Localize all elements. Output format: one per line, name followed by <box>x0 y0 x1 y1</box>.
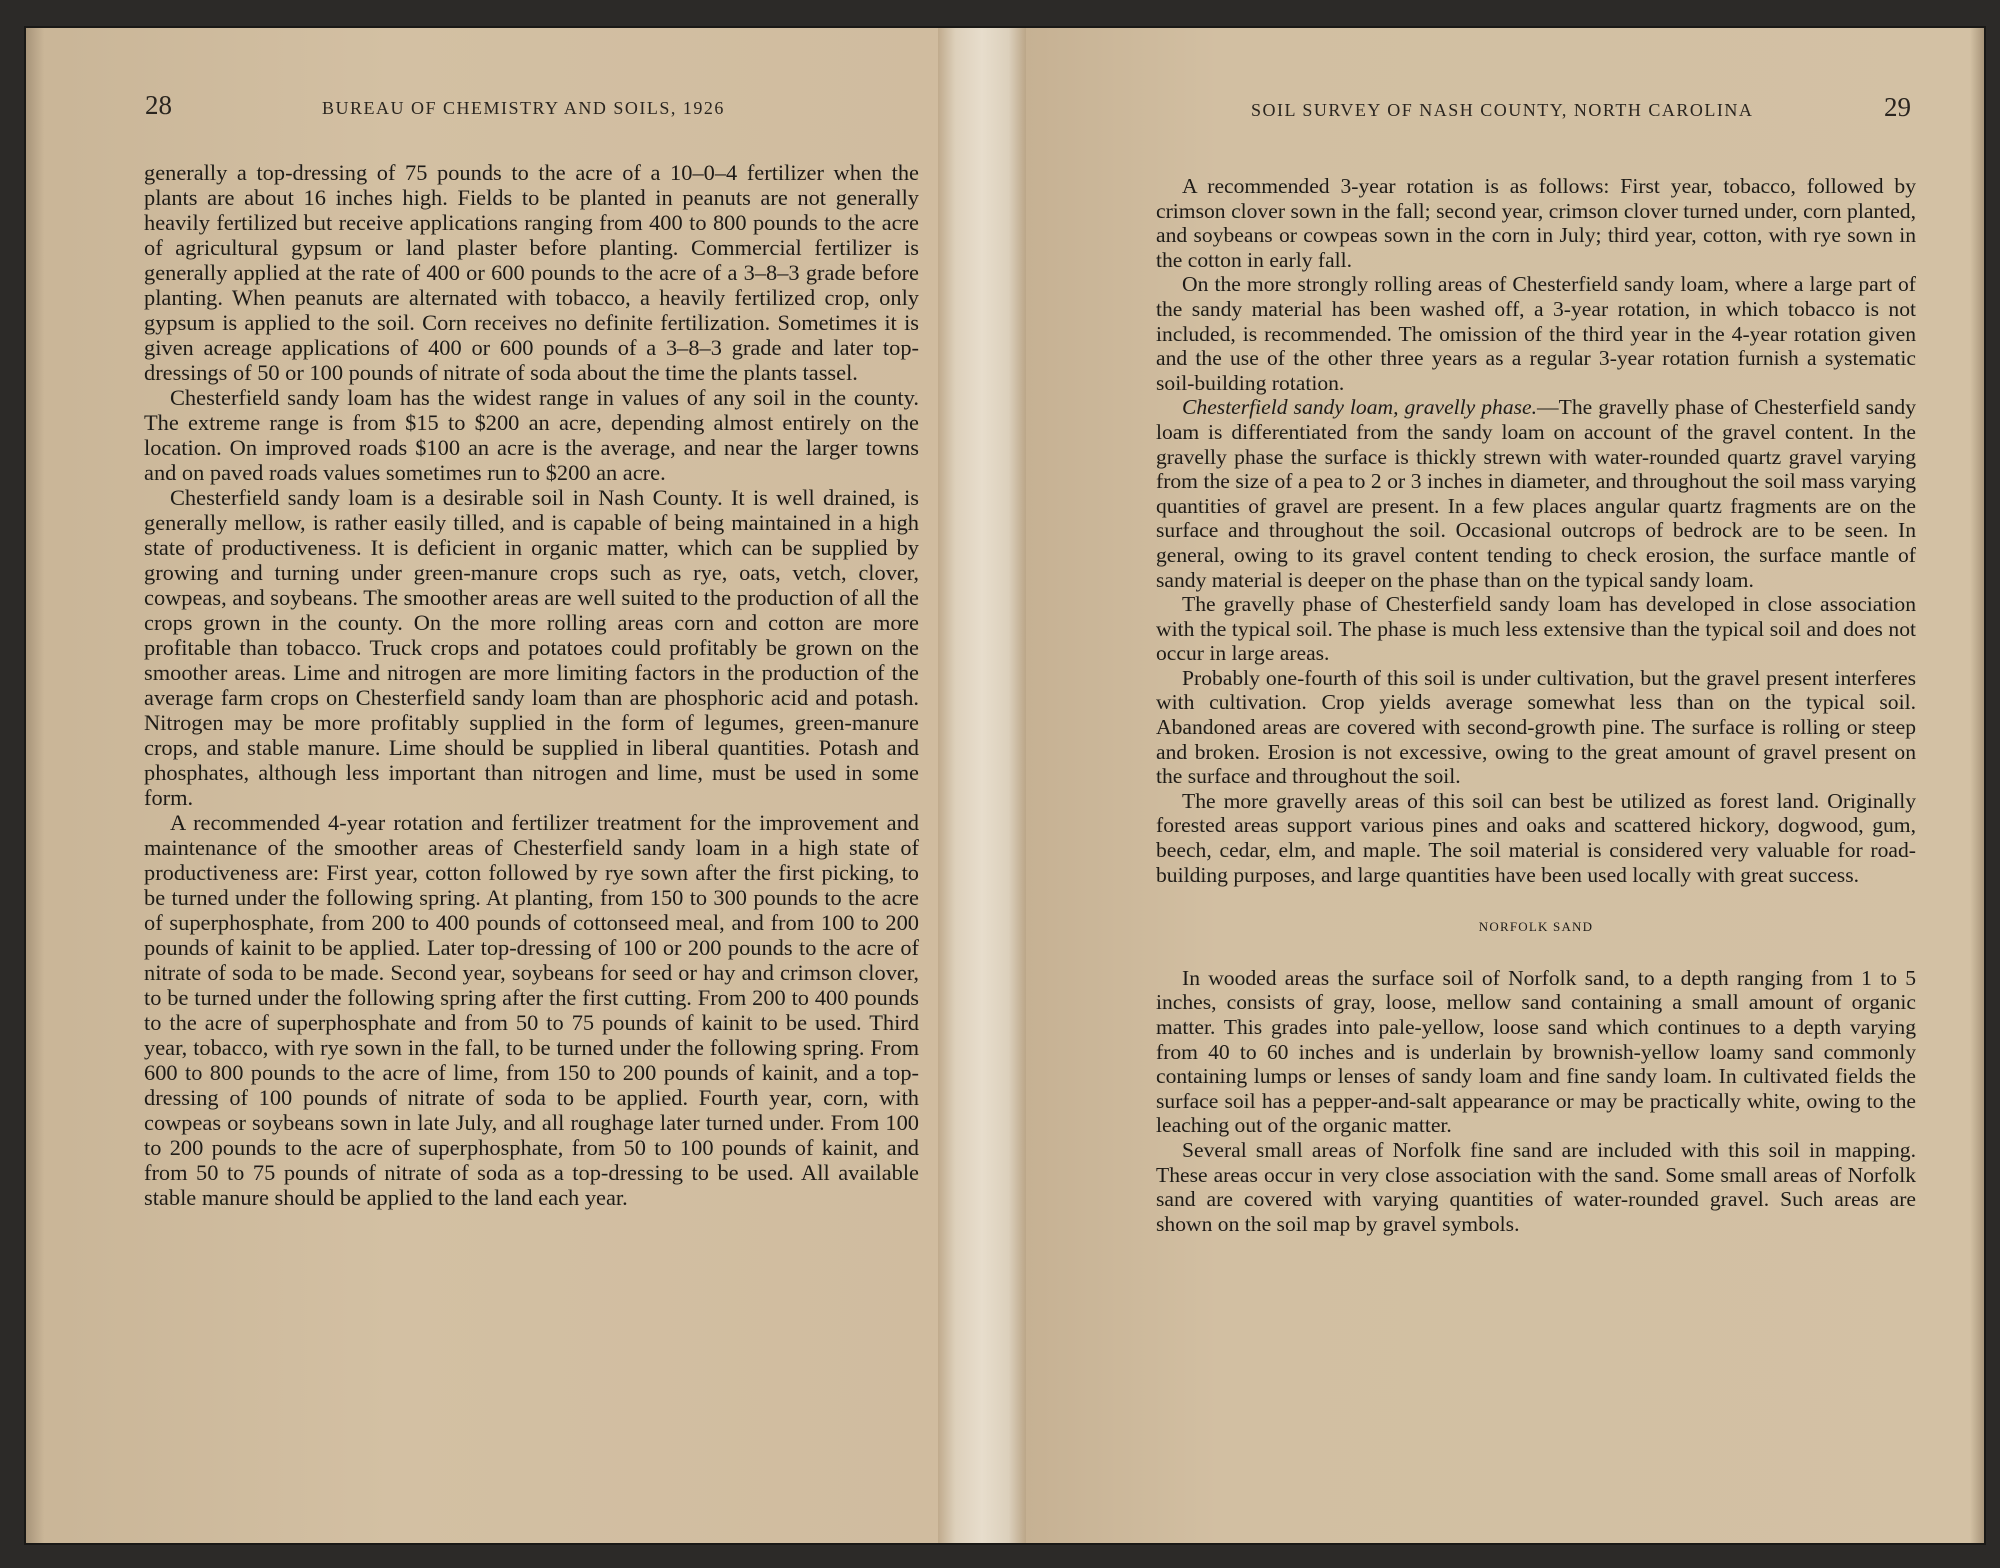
section-heading: NORFOLK SAND <box>1478 919 1594 935</box>
page-edge-shadow <box>26 28 44 1543</box>
page-number: 28 <box>145 90 172 120</box>
right-page <box>1026 28 1984 1543</box>
phase-intro: —The gravelly phase of Chesterfield sandy loam is differentiated from the sandy loam on account of the gravel content. In the gravelly phase the surface is thickly strewn with water-rounded quartz gravel varying from the size of a pea to 2 or 3 inches in diameter, and throughout the soil mass varying quantities of gravel are present. In a few places angular quartz fragments are on the surface and throughout the soil. Occasional outcrops of bedrock are to be seen. In general, owing to its gravel content tending to check erosion, the surface mantle of sandy material is deeper on the phase than on the typical sandy loam. <box>1156 395 1916 592</box>
paragraph: In wooded areas the surface soil of Norfolk sand, to a depth ranging from 1 to 5 inches, consists of gray, loose, mellow sand containing a small amount of organic matter. This grades into pale-yellow, loose sand which continues to a depth varying from 40 to 60 inches and is underlain by brownish-yellow loamy sand commonly containing lumps or lenses of sandy loam and fine sandy loam. In cultivated fields the surface soil has a pepper-and-salt appearance or may be practically white, owing to the leaching out of the organic matter. <box>1156 965 1916 1138</box>
running-head-title: SOIL SURVEY OF NASH COUNTY, NORTH CAROLINA <box>1251 100 1754 120</box>
paragraph: Probably one-fourth of this soil is under cultivation, but the gravel present interferes with cultivation. Crop yields average somewhat less than on the typical soil. Abandoned areas are covered with second-growth pine. The surface is rolling or steep and broken. Erosion is not excessive, owing to the great amount of gravel present on the surface and throughout the soil. <box>1156 665 1916 789</box>
left-page <box>26 28 938 1543</box>
running-header <box>1251 90 1911 126</box>
page-body <box>144 160 919 1210</box>
page-edge-shadow <box>1970 28 1984 1543</box>
page-body <box>1156 174 1916 1236</box>
phase-heading: Chesterfield sandy loam, gravelly phase. <box>1182 395 1538 420</box>
running-header <box>145 90 905 126</box>
paragraph: Chesterfield sandy loam is a desirable soil in Nash County. It is well drained, is generally mellow, is rather easily tilled, and is capable of being maintained in a high state of productiveness. It is deficient in organic matter, which can be supplied by growing and turning under green-manure crops such as rye, oats, vetch, clover, cowpeas, and soybeans. The smoother areas are well suited to the production of all the crops grown in the county. On the more rolling areas corn and cotton are more profitable than tobacco. Truck crops and potatoes could profitably be grown on the smoother areas. Lime and nitrogen are more limiting factors in the production of the average farm crops on Chesterfield sandy loam than are phosphoric acid and potash. Nitrogen may be more profitably supplied in the form of legumes, green-manure crops, and stable manure. Lime should be supplied in liberal quantities. Potash and phosphates, although less important than nitrogen and lime, must be used in some form. <box>144 485 919 810</box>
paragraph: Several small areas of Norfolk fine sand are included with this soil in mapping. These areas occur in very close association with the sand. Some small areas of Norfolk sand are covered with varying quantities of water-rounded gravel. Such areas are shown on the soil map by gravel symbols. <box>1156 1137 1916 1236</box>
paragraph: A recommended 3-year rotation is as follows: First year, tobacco, followed by crimson clover sown in the fall; second year, crimson clover turned under, corn planted, and soybeans or cowpeas sown in the corn in July; third year, cotton, with rye sown in the cotton in early fall. <box>1156 174 1916 272</box>
book-spread <box>26 28 1984 1543</box>
page-number: 29 <box>1884 92 1911 122</box>
paragraph: On the more strongly rolling areas of Chesterfield sandy loam, where a large part of the sandy material has been washed off, a 3-year rotation, in which tobacco is not included, is recommended. The omission of the third year in the 4-year rotation given and the use of the other three years as a regular 3-year rotation furnish a systematic soil-building rotation. <box>1156 272 1916 395</box>
paragraph: A recommended 4-year rotation and fertilizer treatment for the improvement and maintenance of the smoother areas of Chesterfield sandy loam in a high state of productiveness are: First year, cotton followed by rye sown after the first picking, to be turned under the following spring. At planting, from 150 to 300 pounds to the acre of superphosphate, from 200 to 400 pounds of cottonseed meal, and from 100 to 200 pounds of kainit to be applied. Later top-dressing of 100 or 200 pounds to the acre of nitrate of soda to be made. Second year, soybeans for seed or hay and crimson clover, to be turned under the following spring after the first cutting. From 200 to 400 pounds to the acre of superphosphate and from 50 to 75 pounds of kainit to be used. Third year, tobacco, with rye sown in the fall, to be turned under the following spring. From 600 to 800 pounds to the acre of lime, from 150 to 200 pounds of kainit, and a top-dressing of 100 pounds of nitrate of soda to be applied. Fourth year, corn, with cowpeas or soybeans sown in late July, and all roughage later turned under. From 100 to 200 pounds to the acre of superphosphate, from 50 to 100 pounds of kainit, and from 50 to 75 pounds of nitrate of soda as a top-dressing to be used. All available stable manure should be applied to the land each year. <box>144 810 919 1210</box>
paragraph: generally a top-dressing of 75 pounds to the acre of a 10–0–4 fertilizer when the plants are about 16 inches high. Fields to be planted in peanuts are not generally heavily fertilized but receive applications ranging from 400 to 800 pounds to the acre of agricultural gypsum or land plaster before planting. Commercial fertilizer is generally applied at the rate of 400 or 600 pounds to the acre of a 3–8–3 grade before planting. When peanuts are alternated with tobacco, a heavily fertilized crop, only gypsum is applied to the soil. Corn receives no definite fertilization. Sometimes it is given acreage applications of 400 or 600 pounds of a 3–8–3 grade and later top-dressings of 50 or 100 pounds of nitrate of soda about the time the plants tassel. <box>144 160 919 385</box>
paragraph: The more gravelly areas of this soil can best be utilized as forest land. Originally forested areas support various pines and oaks and scattered hickory, dogwood, gum, beech, cedar, elm, and maple. The soil material is considered very valuable for road-building purposes, and large quantities have been used locally with great success. <box>1156 788 1916 887</box>
paragraph: The gravelly phase of Chesterfield sandy loam has developed in close association with the typical soil. The phase is much less extensive than the typical soil and does not occur in large areas. <box>1156 592 1916 666</box>
book-gutter <box>938 28 1026 1543</box>
running-head-title: BUREAU OF CHEMISTRY AND SOILS, 1926 <box>322 98 725 118</box>
paragraph: Chesterfield sandy loam has the widest range in values of any soil in the county. The extreme range is from $15 to $200 an acre, depending almost entirely on the location. On improved roads $100 an acre is the average, and near the larger towns and on paved roads values sometimes run to $200 an acre. <box>144 385 919 485</box>
paragraph <box>1156 395 1916 592</box>
